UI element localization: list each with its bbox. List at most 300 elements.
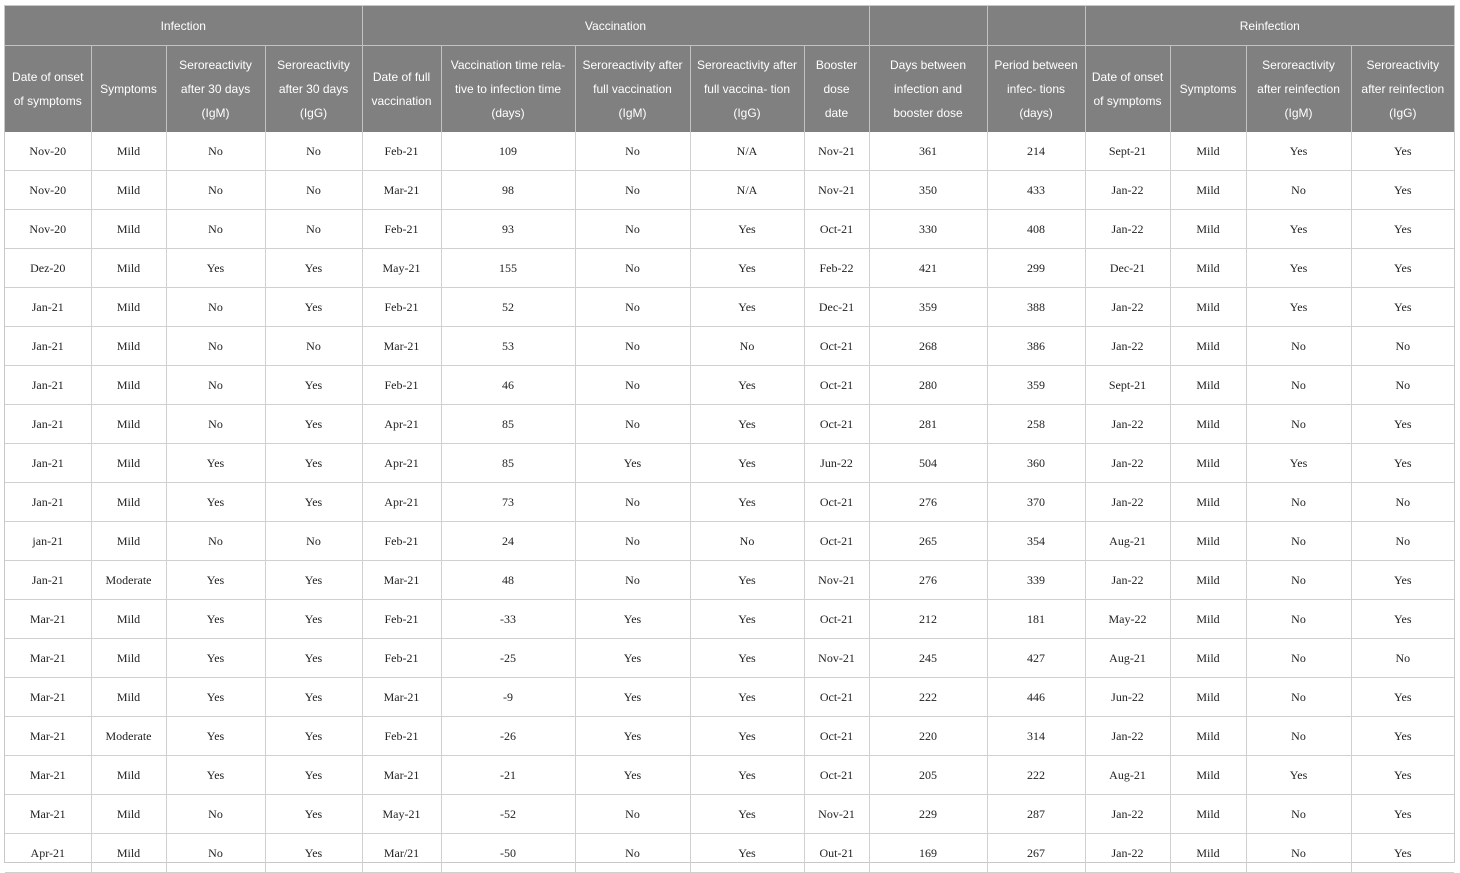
table-cell: Jan-21 bbox=[5, 444, 91, 483]
table-cell: Mar-21 bbox=[362, 171, 441, 210]
table-cell: No bbox=[1246, 639, 1351, 678]
table-cell: Nov-21 bbox=[804, 795, 869, 834]
table-cell: Mild bbox=[1170, 210, 1246, 249]
table-cell: Yes bbox=[575, 678, 690, 717]
table-cell: No bbox=[1246, 795, 1351, 834]
table-cell: Yes bbox=[575, 717, 690, 756]
table-cell: Yes bbox=[265, 366, 362, 405]
table-cell: Jan-22 bbox=[1085, 444, 1170, 483]
table-cell: Oct-21 bbox=[804, 366, 869, 405]
table-cell: Mild bbox=[91, 600, 166, 639]
table-cell: No bbox=[575, 795, 690, 834]
table-cell: Yes bbox=[690, 600, 804, 639]
column-header: Period between infec- tions (days) bbox=[987, 46, 1085, 133]
table-cell: 181 bbox=[987, 600, 1085, 639]
table-cell: Mar-21 bbox=[5, 717, 91, 756]
table-cell: 169 bbox=[869, 834, 987, 873]
table-cell: 85 bbox=[441, 444, 575, 483]
table-cell: Apr-21 bbox=[362, 444, 441, 483]
table-cell: Mild bbox=[91, 522, 166, 561]
table-cell: Yes bbox=[166, 756, 265, 795]
table-cell: N/A bbox=[690, 132, 804, 171]
table-row bbox=[5, 600, 1454, 639]
table-cell: Jan-21 bbox=[5, 366, 91, 405]
table-row bbox=[5, 483, 1454, 522]
table-cell: Mild bbox=[1170, 483, 1246, 522]
table-cell: Yes bbox=[1246, 444, 1351, 483]
table-cell: Nov-21 bbox=[804, 561, 869, 600]
table-cell: 48 bbox=[441, 561, 575, 600]
table-cell: Mar-21 bbox=[362, 327, 441, 366]
table-cell: Yes bbox=[1351, 756, 1454, 795]
table-cell: No bbox=[166, 210, 265, 249]
table-cell: Mild bbox=[91, 249, 166, 288]
table-cell: 339 bbox=[987, 561, 1085, 600]
table-cell: Oct-21 bbox=[804, 717, 869, 756]
table-cell: No bbox=[166, 327, 265, 366]
table-cell: Jan-21 bbox=[5, 561, 91, 600]
table-cell: -9 bbox=[441, 678, 575, 717]
table-cell: Yes bbox=[690, 444, 804, 483]
table-cell: Jan-22 bbox=[1085, 483, 1170, 522]
table-cell: 287 bbox=[987, 795, 1085, 834]
table-cell: Yes bbox=[166, 483, 265, 522]
table-cell: 370 bbox=[987, 483, 1085, 522]
table-cell: Oct-21 bbox=[804, 483, 869, 522]
group-header-blank bbox=[869, 6, 987, 46]
table-cell: Mar-21 bbox=[362, 756, 441, 795]
table-cell: Mild bbox=[91, 132, 166, 171]
table-row bbox=[5, 561, 1454, 600]
table-cell: Feb-21 bbox=[362, 717, 441, 756]
table-cell: No bbox=[166, 366, 265, 405]
table-cell: Yes bbox=[690, 756, 804, 795]
table-cell: Yes bbox=[166, 444, 265, 483]
table-cell: No bbox=[575, 834, 690, 873]
column-header: Seroreactivity after full vaccination (IgM) bbox=[575, 46, 690, 133]
table-cell: Yes bbox=[265, 717, 362, 756]
table-cell: No bbox=[1246, 327, 1351, 366]
table-cell: No bbox=[1246, 678, 1351, 717]
reinfection-table bbox=[5, 6, 1454, 873]
table-cell: Mild bbox=[1170, 795, 1246, 834]
table-cell: Feb-22 bbox=[804, 249, 869, 288]
table-cell: Yes bbox=[265, 639, 362, 678]
table-cell: 421 bbox=[869, 249, 987, 288]
table-cell: Yes bbox=[265, 405, 362, 444]
table-cell: No bbox=[575, 405, 690, 444]
table-cell: Mild bbox=[91, 483, 166, 522]
column-header: Seroreactivity after 30 days (IgM) bbox=[166, 46, 265, 133]
table-cell: -21 bbox=[441, 756, 575, 795]
table-cell: 280 bbox=[869, 366, 987, 405]
table-cell: Yes bbox=[1351, 834, 1454, 873]
table-cell: 155 bbox=[441, 249, 575, 288]
table-cell: No bbox=[265, 327, 362, 366]
table-cell: No bbox=[1246, 405, 1351, 444]
table-cell: 222 bbox=[987, 756, 1085, 795]
table-cell: 281 bbox=[869, 405, 987, 444]
table-cell: Mild bbox=[1170, 171, 1246, 210]
table-cell: Mild bbox=[1170, 561, 1246, 600]
table-cell: Feb-21 bbox=[362, 366, 441, 405]
table-cell: -33 bbox=[441, 600, 575, 639]
table-row bbox=[5, 756, 1454, 795]
table-cell: Yes bbox=[1351, 210, 1454, 249]
table-cell: Jan-22 bbox=[1085, 327, 1170, 366]
table-cell: Aug-21 bbox=[1085, 522, 1170, 561]
table-cell: 214 bbox=[987, 132, 1085, 171]
table-cell: Jan-21 bbox=[5, 405, 91, 444]
table-row bbox=[5, 327, 1454, 366]
table-cell: Jan-21 bbox=[5, 327, 91, 366]
table-cell: Yes bbox=[1351, 444, 1454, 483]
table-cell: Mild bbox=[91, 678, 166, 717]
table-cell: Yes bbox=[690, 483, 804, 522]
table-cell: Dec-21 bbox=[1085, 249, 1170, 288]
table-cell: May-22 bbox=[1085, 600, 1170, 639]
table-cell: Yes bbox=[1351, 717, 1454, 756]
table-cell: Nov-21 bbox=[804, 639, 869, 678]
table-cell: Jan-21 bbox=[5, 288, 91, 327]
table-cell: Mild bbox=[91, 444, 166, 483]
table-cell: No bbox=[1246, 171, 1351, 210]
table-cell: Mild bbox=[1170, 756, 1246, 795]
table-cell: 46 bbox=[441, 366, 575, 405]
table-cell: Yes bbox=[166, 639, 265, 678]
table-cell: Mild bbox=[1170, 366, 1246, 405]
group-header-infection: Infection bbox=[5, 6, 362, 46]
table-cell: 222 bbox=[869, 678, 987, 717]
table-row bbox=[5, 366, 1454, 405]
table-cell: No bbox=[575, 522, 690, 561]
table-cell: Yes bbox=[575, 639, 690, 678]
table-cell: No bbox=[1351, 366, 1454, 405]
table-cell: Yes bbox=[1351, 678, 1454, 717]
table-cell: Nov-21 bbox=[804, 132, 869, 171]
table-row bbox=[5, 795, 1454, 834]
table-cell: Oct-21 bbox=[804, 522, 869, 561]
table-cell: Jan-22 bbox=[1085, 834, 1170, 873]
table-cell: No bbox=[690, 327, 804, 366]
table-cell: 314 bbox=[987, 717, 1085, 756]
table-cell: Jun-22 bbox=[1085, 678, 1170, 717]
table-cell: No bbox=[575, 288, 690, 327]
table-cell: Mild bbox=[91, 366, 166, 405]
table-cell: 268 bbox=[869, 327, 987, 366]
table-cell: Dec-21 bbox=[804, 288, 869, 327]
table-cell: Mild bbox=[91, 756, 166, 795]
table-cell: Oct-21 bbox=[804, 600, 869, 639]
column-header: Vaccination time rela- tive to infection time (days) bbox=[441, 46, 575, 133]
table-cell: 360 bbox=[987, 444, 1085, 483]
table-cell: 350 bbox=[869, 171, 987, 210]
table-cell: Yes bbox=[690, 366, 804, 405]
table-cell: Mild bbox=[91, 405, 166, 444]
table-cell: Yes bbox=[1246, 288, 1351, 327]
table-cell: 24 bbox=[441, 522, 575, 561]
column-header: Seroreactivity after full vaccina- tion (IgG) bbox=[690, 46, 804, 133]
table-cell: Yes bbox=[265, 249, 362, 288]
table-cell: No bbox=[166, 795, 265, 834]
table-cell: Oct-21 bbox=[804, 210, 869, 249]
table-cell: 52 bbox=[441, 288, 575, 327]
table-cell: No bbox=[1246, 600, 1351, 639]
table-cell: No bbox=[575, 249, 690, 288]
table-cell: 265 bbox=[869, 522, 987, 561]
table-cell: No bbox=[1351, 483, 1454, 522]
table-cell: No bbox=[575, 327, 690, 366]
table-cell: Yes bbox=[690, 639, 804, 678]
group-header-row bbox=[5, 6, 1454, 46]
table-cell: Mild bbox=[1170, 678, 1246, 717]
table-cell: 361 bbox=[869, 132, 987, 171]
group-header-reinfection: Reinfection bbox=[1085, 6, 1454, 46]
table-cell: No bbox=[1246, 483, 1351, 522]
table-cell: 258 bbox=[987, 405, 1085, 444]
table-cell: Yes bbox=[1351, 132, 1454, 171]
table-cell: No bbox=[575, 483, 690, 522]
table-cell: Mar-21 bbox=[5, 795, 91, 834]
table-cell: Jan-22 bbox=[1085, 717, 1170, 756]
table-row bbox=[5, 249, 1454, 288]
table-cell: Aug-21 bbox=[1085, 639, 1170, 678]
table-cell: No bbox=[1351, 522, 1454, 561]
column-header: Symptoms bbox=[91, 46, 166, 133]
table-cell: No bbox=[1246, 717, 1351, 756]
table-cell: Mar-21 bbox=[5, 678, 91, 717]
table-cell: 276 bbox=[869, 483, 987, 522]
table-cell: May-21 bbox=[362, 249, 441, 288]
table-cell: Mild bbox=[1170, 405, 1246, 444]
table-cell: No bbox=[166, 405, 265, 444]
table-cell: jan-21 bbox=[5, 522, 91, 561]
table-cell: No bbox=[166, 288, 265, 327]
table-cell: Mild bbox=[91, 834, 166, 873]
table-cell: Yes bbox=[265, 561, 362, 600]
table-cell: Moderate bbox=[91, 717, 166, 756]
table-cell: Mild bbox=[1170, 639, 1246, 678]
table-cell: Jan-22 bbox=[1085, 405, 1170, 444]
table-cell: Yes bbox=[575, 444, 690, 483]
table-cell: Mild bbox=[91, 288, 166, 327]
table-cell: 245 bbox=[869, 639, 987, 678]
table-cell: No bbox=[575, 171, 690, 210]
table-cell: Yes bbox=[1351, 171, 1454, 210]
table-cell: Feb-21 bbox=[362, 639, 441, 678]
table-cell: Yes bbox=[690, 288, 804, 327]
table-cell: Mar-21 bbox=[362, 561, 441, 600]
table-row bbox=[5, 288, 1454, 327]
table-cell: Yes bbox=[690, 561, 804, 600]
table-cell: Feb-21 bbox=[362, 600, 441, 639]
table-cell: 229 bbox=[869, 795, 987, 834]
table-cell: Mild bbox=[1170, 327, 1246, 366]
table-cell: 109 bbox=[441, 132, 575, 171]
table-cell: -50 bbox=[441, 834, 575, 873]
table-cell: 220 bbox=[869, 717, 987, 756]
table-cell: Yes bbox=[166, 678, 265, 717]
table-cell: No bbox=[166, 132, 265, 171]
table-cell: Yes bbox=[690, 249, 804, 288]
table-cell: Nov-20 bbox=[5, 132, 91, 171]
column-header: Seroreactivity after reinfection (IgG) bbox=[1351, 46, 1454, 133]
table-cell: Yes bbox=[166, 249, 265, 288]
table-cell: No bbox=[166, 522, 265, 561]
table-cell: No bbox=[166, 171, 265, 210]
table-cell: Yes bbox=[1351, 249, 1454, 288]
table-cell: Nov-20 bbox=[5, 210, 91, 249]
table-row bbox=[5, 522, 1454, 561]
table-cell: 73 bbox=[441, 483, 575, 522]
table-cell: Jan-22 bbox=[1085, 288, 1170, 327]
table-cell: Yes bbox=[575, 600, 690, 639]
table-cell: Yes bbox=[690, 405, 804, 444]
table-cell: Apr-21 bbox=[362, 483, 441, 522]
table-cell: Yes bbox=[1246, 132, 1351, 171]
table-row bbox=[5, 678, 1454, 717]
column-header: Date of onset of symptoms bbox=[1085, 46, 1170, 133]
table-cell: Mild bbox=[1170, 444, 1246, 483]
table-cell: Mild bbox=[1170, 288, 1246, 327]
table-row bbox=[5, 405, 1454, 444]
column-header: Booster dose date bbox=[804, 46, 869, 133]
table-cell: Oct-21 bbox=[804, 405, 869, 444]
table-cell: Oct-21 bbox=[804, 756, 869, 795]
table-cell: Yes bbox=[166, 600, 265, 639]
table-cell: No bbox=[1351, 327, 1454, 366]
table-cell: Mar-21 bbox=[5, 639, 91, 678]
column-header: Symptoms bbox=[1170, 46, 1246, 133]
table-cell: Yes bbox=[690, 834, 804, 873]
table-cell: 504 bbox=[869, 444, 987, 483]
table-cell: Mild bbox=[1170, 834, 1246, 873]
table-cell: 267 bbox=[987, 834, 1085, 873]
table-row bbox=[5, 132, 1454, 171]
table-cell: 212 bbox=[869, 600, 987, 639]
table-cell: 359 bbox=[987, 366, 1085, 405]
table-cell: Yes bbox=[1351, 561, 1454, 600]
table-cell: Sept-21 bbox=[1085, 132, 1170, 171]
table-cell: Mild bbox=[1170, 600, 1246, 639]
table-cell: 359 bbox=[869, 288, 987, 327]
table-cell: 205 bbox=[869, 756, 987, 795]
table-cell: Yes bbox=[166, 717, 265, 756]
table-cell: 446 bbox=[987, 678, 1085, 717]
table-cell: 427 bbox=[987, 639, 1085, 678]
table-cell: Out-21 bbox=[804, 834, 869, 873]
table-cell: Yes bbox=[265, 288, 362, 327]
table-cell: Mild bbox=[91, 171, 166, 210]
table-cell: No bbox=[265, 522, 362, 561]
table-cell: No bbox=[265, 210, 362, 249]
table-cell: Mild bbox=[91, 639, 166, 678]
table-cell: Jan-22 bbox=[1085, 210, 1170, 249]
table-cell: Mar-21 bbox=[362, 678, 441, 717]
table-cell: 85 bbox=[441, 405, 575, 444]
table-cell: 354 bbox=[987, 522, 1085, 561]
table-row bbox=[5, 444, 1454, 483]
table-cell: Yes bbox=[265, 756, 362, 795]
table-row bbox=[5, 639, 1454, 678]
table-cell: No bbox=[1246, 561, 1351, 600]
column-header-row bbox=[5, 46, 1454, 133]
table-cell: No bbox=[575, 561, 690, 600]
table-cell: Yes bbox=[1351, 405, 1454, 444]
column-header: Date of full vaccination bbox=[362, 46, 441, 133]
table-cell: Mar-21 bbox=[5, 600, 91, 639]
group-header-blank bbox=[987, 6, 1085, 46]
table-cell: Feb-21 bbox=[362, 522, 441, 561]
table-row bbox=[5, 171, 1454, 210]
table-cell: 98 bbox=[441, 171, 575, 210]
table-cell: 386 bbox=[987, 327, 1085, 366]
table-cell: 299 bbox=[987, 249, 1085, 288]
table-cell: Sept-21 bbox=[1085, 366, 1170, 405]
table-cell: No bbox=[166, 834, 265, 873]
table-cell: Dez-20 bbox=[5, 249, 91, 288]
table-body bbox=[5, 132, 1454, 873]
table-cell: Moderate bbox=[91, 561, 166, 600]
table-cell: -25 bbox=[441, 639, 575, 678]
table-cell: Mild bbox=[91, 795, 166, 834]
table-cell: Jun-22 bbox=[804, 444, 869, 483]
table-cell: Feb-21 bbox=[362, 132, 441, 171]
table-cell: -26 bbox=[441, 717, 575, 756]
table-cell: Jan-22 bbox=[1085, 561, 1170, 600]
table-cell: No bbox=[575, 132, 690, 171]
table-row bbox=[5, 210, 1454, 249]
table-cell: Apr-21 bbox=[5, 834, 91, 873]
table-cell: 276 bbox=[869, 561, 987, 600]
table-cell: Oct-21 bbox=[804, 327, 869, 366]
table-cell: 388 bbox=[987, 288, 1085, 327]
table-cell: Yes bbox=[690, 795, 804, 834]
column-header: Seroreactivity after reinfection (IgM) bbox=[1246, 46, 1351, 133]
table-cell: Jan-22 bbox=[1085, 171, 1170, 210]
table-cell: No bbox=[1246, 366, 1351, 405]
table-cell: Mar-21 bbox=[5, 756, 91, 795]
table-cell: Mild bbox=[91, 327, 166, 366]
column-header: Seroreactivity after 30 days (IgG) bbox=[265, 46, 362, 133]
table-cell: Yes bbox=[690, 717, 804, 756]
table-cell: 330 bbox=[869, 210, 987, 249]
table-cell: May-21 bbox=[362, 795, 441, 834]
table-cell: -52 bbox=[441, 795, 575, 834]
table-cell: Feb-21 bbox=[362, 288, 441, 327]
table-cell: 53 bbox=[441, 327, 575, 366]
table-row bbox=[5, 834, 1454, 873]
table-cell: Yes bbox=[1246, 210, 1351, 249]
table-cell: Yes bbox=[1246, 249, 1351, 288]
group-header-vaccination: Vaccination bbox=[362, 6, 869, 46]
table-cell: Mild bbox=[91, 210, 166, 249]
data-table-frame bbox=[4, 5, 1455, 863]
table-cell: No bbox=[575, 210, 690, 249]
table-cell: Yes bbox=[265, 600, 362, 639]
table-cell: Yes bbox=[166, 561, 265, 600]
table-cell: No bbox=[690, 522, 804, 561]
table-cell: Oct-21 bbox=[804, 678, 869, 717]
table-row bbox=[5, 717, 1454, 756]
table-cell: Yes bbox=[1246, 756, 1351, 795]
table-cell: 93 bbox=[441, 210, 575, 249]
column-header: Days between infection and booster dose bbox=[869, 46, 987, 133]
table-cell: Yes bbox=[690, 678, 804, 717]
table-cell: Yes bbox=[575, 756, 690, 795]
column-header: Date of onset of symptoms bbox=[5, 46, 91, 133]
table-cell: Yes bbox=[265, 483, 362, 522]
